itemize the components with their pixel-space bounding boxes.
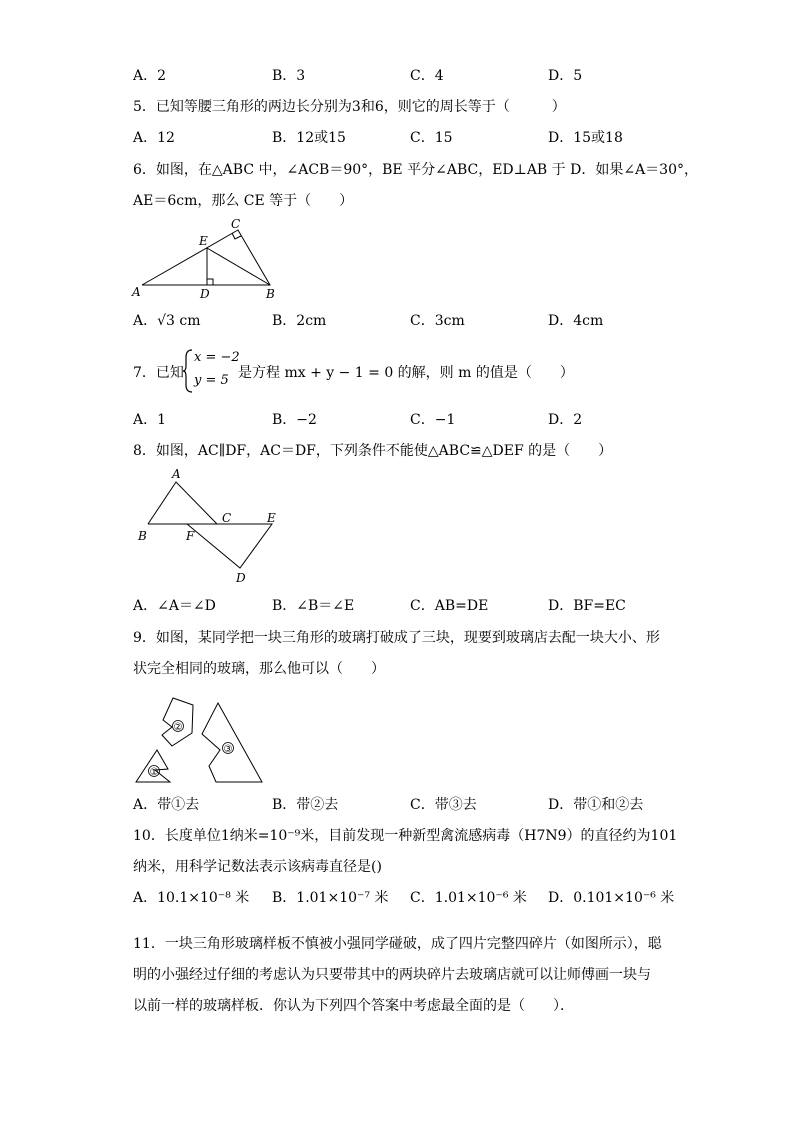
q9-glass-pieces-figure [130, 690, 270, 790]
q6-label-e: E [199, 234, 208, 248]
q9-option-a: A．带①去 [133, 797, 200, 813]
q7-equation-y: y = 5 [194, 373, 229, 388]
q6-option-d: D．4cm [548, 313, 604, 329]
q8-triangles-figure [130, 466, 290, 590]
q10-stem-line1: 10．长度单位1纳米=10⁻⁹米，目前发现一种新型禽流感病毒（H7N9）的直径约为101 [133, 828, 678, 844]
q7-prefix: 7．已知 [133, 365, 184, 381]
q11-stem-line2: 明的小强经过仔细的考虑认为只要带其中的两块碎片去玻璃店就可以让师傅画一块与 [133, 967, 651, 983]
q6-label-d: D [200, 287, 210, 301]
q11-stem-line3: 以前一样的玻璃样板．你认为下列四个答案中考虑最全面的是（ ）． [133, 998, 574, 1014]
q10-stem-line2: 纳米，用科学记数法表示该病毒直径是() [133, 859, 382, 875]
q4-option-d: D．5 [548, 68, 583, 84]
q6-label-b: B [266, 287, 275, 301]
q5-stem: 5．已知等腰三角形的两边长分别为3和6，则它的周长等于（ ） [133, 99, 566, 115]
q7-brace [182, 349, 194, 393]
q10-option-b: B．1.01×10⁻⁷ 米 [272, 890, 389, 906]
q6-label-c: C [231, 217, 241, 231]
q8-label-f: F [186, 529, 195, 543]
q10-option-a: A．10.1×10⁻⁸ 米 [133, 890, 250, 906]
q6-option-c: C．3cm [410, 313, 465, 329]
q7-option-a: A．1 [133, 412, 167, 428]
q5-option-c: C．15 [410, 130, 453, 146]
q9-option-c: C．带③去 [410, 797, 477, 813]
q7-equation-x: x = −2 [194, 350, 240, 365]
q8-label-d: D [236, 571, 246, 585]
q9-piece-3-label: ③ [223, 744, 233, 755]
q9-piece-1-label: ① [149, 767, 159, 778]
q7-option-b: B．−2 [272, 412, 317, 428]
q5-option-d: D．15或18 [548, 130, 623, 146]
q6-label-a: A [132, 285, 141, 299]
q9-stem-line2: 状完全相同的玻璃，那么他可以（ ） [133, 661, 385, 677]
q9-piece-2-label: ② [173, 722, 183, 733]
q6-option-a: A．√3 cm [133, 313, 201, 329]
q8-option-c: C．AB=DE [410, 598, 489, 614]
q6-triangle-figure [128, 214, 288, 304]
q5-option-b: B．12或15 [272, 130, 346, 146]
q8-label-a: A [172, 467, 181, 481]
q9-option-b: B．带②去 [272, 797, 339, 813]
q10-option-d: D．0.101×10⁻⁶ 米 [548, 890, 675, 906]
q5-option-a: A．12 [133, 130, 175, 146]
q7-suffix: 是方程 mx + y − 1 = 0 的解，则 m 的值是（ ） [238, 365, 574, 381]
q8-option-b: B．∠B＝∠E [272, 598, 355, 614]
q11-stem-line1: 11．一块三角形玻璃样板不慎被小强同学碰破，成了四片完整四碎片（如图所示），聪 [133, 936, 662, 952]
q8-label-c: C [222, 511, 232, 525]
q4-option-b: B．3 [272, 68, 306, 84]
q8-stem: 8．如图，AC∥DF，AC＝DF，下列条件不能使△ABC≌△DEF 的是（ ） [133, 443, 613, 459]
q8-option-d: D．BF=EC [548, 598, 626, 614]
q4-option-c: C．4 [410, 68, 444, 84]
q9-stem-line1: 9．如图，某同学把一块三角形的玻璃打破成了三块，现要到玻璃店去配一块大小、形 [133, 630, 660, 646]
q6-stem-line2: AE＝6cm，那么 CE 等于（ ） [133, 193, 354, 209]
q4-option-a: A．2 [133, 68, 167, 84]
q6-stem-line1: 6．如图，在△ABC 中，∠ACB＝90°，BE 平分∠ABC，ED⊥AB 于 D．如果∠A＝30°， [133, 162, 698, 178]
q10-option-c: C．1.01×10⁻⁶ 米 [410, 890, 527, 906]
q7-option-c: C．−1 [410, 412, 456, 428]
q6-option-b: B．2cm [272, 313, 327, 329]
q9-option-d: D．带①和②去 [548, 797, 644, 813]
q8-label-b: B [138, 529, 147, 543]
q7-option-d: D．2 [548, 412, 583, 428]
q8-label-e: E [267, 511, 276, 525]
q8-option-a: A．∠A＝∠D [133, 598, 216, 614]
